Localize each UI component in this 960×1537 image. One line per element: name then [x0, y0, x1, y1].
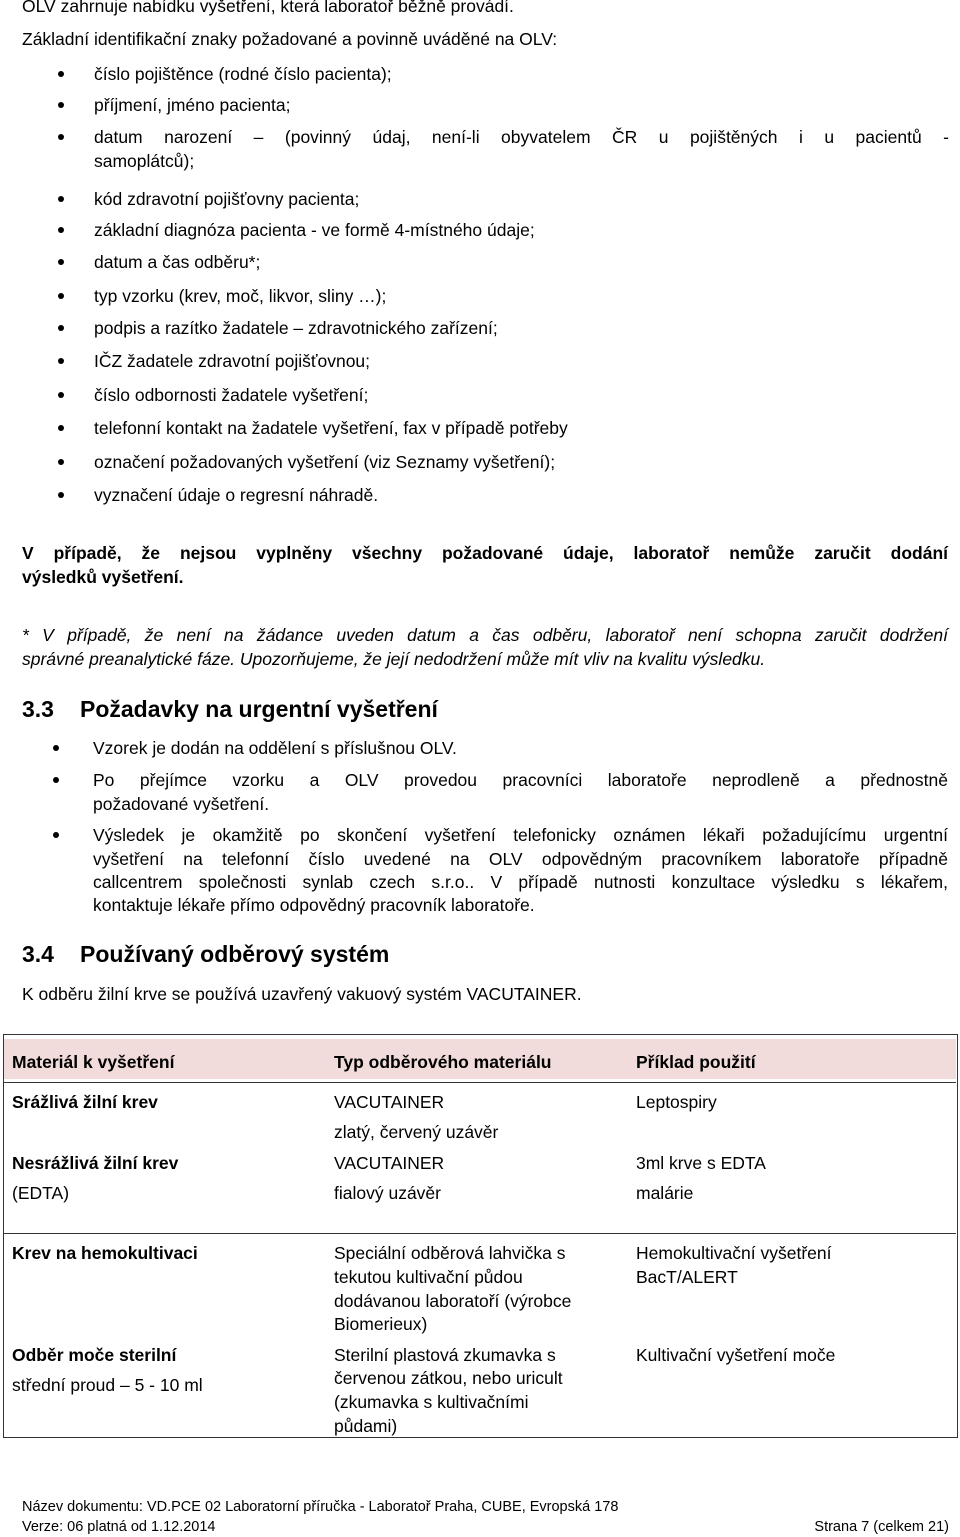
list-item: vyznačení údaje o regresní náhradě.: [94, 485, 379, 505]
list-item-line: Vzorek je dodán na oddělení s příslušnou OLV.: [93, 738, 457, 758]
section-title: Používaný odběrový systém: [80, 941, 390, 967]
list-item-line: Po přejímce vzorku a OLV provedou pracovníci laboratoře neprodleně a přednostně: [93, 770, 948, 790]
intro-line-1: OLV zahrnuje nabídku vyšetření, která laboratoř běžně provádí.: [22, 0, 514, 16]
bullet-icon: [58, 102, 64, 108]
list-item-line: kontaktuje lékaře přímo odpovědný pracovník laboratoře.: [93, 895, 535, 915]
table-header-cell: Příklad použití: [636, 1052, 756, 1072]
list-item-line: callcentrem společnosti synlab czech s.r.o.. V případě nutnosti konzultace výsledku s lékařem,: [93, 872, 948, 892]
table-cell: Speciální odběrová lahvička s: [334, 1243, 566, 1263]
bullet-icon: [58, 392, 64, 398]
bullet-icon: [58, 259, 64, 265]
table-cell: (EDTA): [12, 1183, 70, 1203]
list-item: základní diagnóza pacienta - ve formě 4-místného údaje;: [94, 220, 535, 240]
list-item-line: Výsledek je okamžitě po skončení vyšetření telefonicky oznámen lékaři požadujícímu urgentní: [93, 825, 948, 845]
table-cell: VACUTAINER: [334, 1092, 445, 1112]
section-text: K odběru žilní krve se používá uzavřený vakuový systém VACUTAINER.: [22, 984, 582, 1004]
table-header-cell: Materiál k vyšetření: [12, 1052, 175, 1072]
list-item: podpis a razítko žadatele – zdravotnického zařízení;: [94, 318, 498, 338]
table-cell: červenou zátkou, nebo uricult: [334, 1368, 563, 1388]
table-cell: VACUTAINER: [334, 1153, 445, 1173]
bullet-icon: [53, 745, 59, 751]
table-cell: 3ml krve s EDTA: [636, 1153, 766, 1173]
bullet-icon: [58, 134, 64, 140]
table-cell: Leptospiry: [636, 1092, 717, 1112]
table-divider: [4, 1082, 956, 1083]
table-cell: Srážlivá žilní krev: [12, 1092, 158, 1112]
footer-page-number: Strana 7 (celkem 21): [814, 1519, 949, 1535]
section-heading: [22, 694, 438, 724]
table-cell: střední proud – 5 - 10 ml: [12, 1375, 203, 1395]
table-cell: zlatý, červený uzávěr: [334, 1122, 499, 1142]
note-line: * V případě, že není na žádance uveden datum a čas odběru, laboratoř není schopna zaručit dodržení: [22, 625, 948, 645]
list-item-line: požadované vyšetření.: [93, 794, 270, 814]
bullet-icon: [58, 227, 64, 233]
table-header-cell: Typ odběrového materiálu: [334, 1052, 552, 1072]
list-item-line: samoplátců);: [94, 151, 195, 171]
bullet-icon: [58, 425, 64, 431]
section-number: 3.3: [22, 696, 54, 722]
bullet-icon: [53, 832, 59, 838]
bullet-icon: [58, 358, 64, 364]
bullet-icon: [58, 492, 64, 498]
note-line: správné preanalytické fáze. Upozorňujeme, že její nedodržení může mít vliv na kvalitu výsledku.: [22, 649, 766, 669]
table-cell: Hemokultivační vyšetření: [636, 1243, 832, 1263]
list-item-line: vyšetření na telefonní číslo uvedené na OLV odpovědným pracovníkem laboratoře případně: [93, 849, 948, 869]
table-cell: malárie: [636, 1183, 694, 1203]
list-item: označení požadovaných vyšetření (viz Seznamy vyšetření);: [94, 452, 556, 472]
footer-doc-name: Název dokumentu: VD.PCE 02 Laboratorní příručka - Laboratoř Praha, CUBE, Evropská 178: [22, 1499, 619, 1515]
table-cell: půdami): [334, 1416, 398, 1436]
list-item: číslo odbornosti žadatele vyšetření;: [94, 385, 369, 405]
bullet-icon: [58, 196, 64, 202]
table-cell: Nesrážlivá žilní krev: [12, 1153, 179, 1173]
list-item: typ vzorku (krev, moč, likvor, sliny …);: [94, 286, 387, 306]
bullet-icon: [58, 459, 64, 465]
section-number: 3.4: [22, 941, 54, 967]
bullet-icon: [58, 293, 64, 299]
list-item: telefonní kontakt na žadatele vyšetření, fax v případě potřeby: [94, 418, 568, 438]
table-cell: Odběr moče sterilní: [12, 1345, 177, 1365]
section-heading: [22, 939, 389, 969]
warning-line: V případě, že nejsou vyplněny všechny požadované údaje, laboratoř nemůže zaručit dodání: [22, 543, 948, 563]
bullet-icon: [53, 777, 59, 783]
footer-version: Verze: 06 platná od 1.12.2014: [22, 1519, 216, 1535]
intro-line-2: Základní identifikační znaky požadované a povinně uváděné na OLV:: [22, 29, 558, 49]
list-item: kód zdravotní pojišťovny pacienta;: [94, 189, 360, 209]
table-cell: Kultivační vyšetření moče: [636, 1345, 836, 1365]
table-cell: Biomerieux): [334, 1314, 428, 1334]
list-item: číslo pojištěnce (rodné číslo pacienta);: [94, 64, 392, 84]
bullet-icon: [58, 325, 64, 331]
list-item: příjmení, jméno pacienta;: [94, 95, 291, 115]
list-item-line: datum narození – (povinný údaj, není-li obyvatelem ČR u pojištěných i u pacientů -: [94, 127, 949, 147]
list-item: IČZ žadatele zdravotní pojišťovnou;: [94, 351, 371, 371]
table-cell: Krev na hemokultivaci: [12, 1243, 198, 1263]
list-item: datum a čas odběru*;: [94, 252, 261, 272]
table-cell: (zkumavka s kultivačními: [334, 1392, 529, 1412]
table-cell: BacT/ALERT: [636, 1267, 738, 1287]
bullet-icon: [58, 71, 64, 77]
warning-line: výsledků vyšetření.: [22, 567, 184, 587]
table-divider: [4, 1233, 956, 1234]
table-cell: Sterilní plastová zkumavka s: [334, 1345, 556, 1365]
table-cell: dodávanou laboratoří (výrobce: [334, 1291, 572, 1311]
table-cell: fialový uzávěr: [334, 1183, 441, 1203]
table-cell: tekutou kultivační půdou: [334, 1267, 523, 1287]
section-title: Požadavky na urgentní vyšetření: [80, 696, 438, 722]
